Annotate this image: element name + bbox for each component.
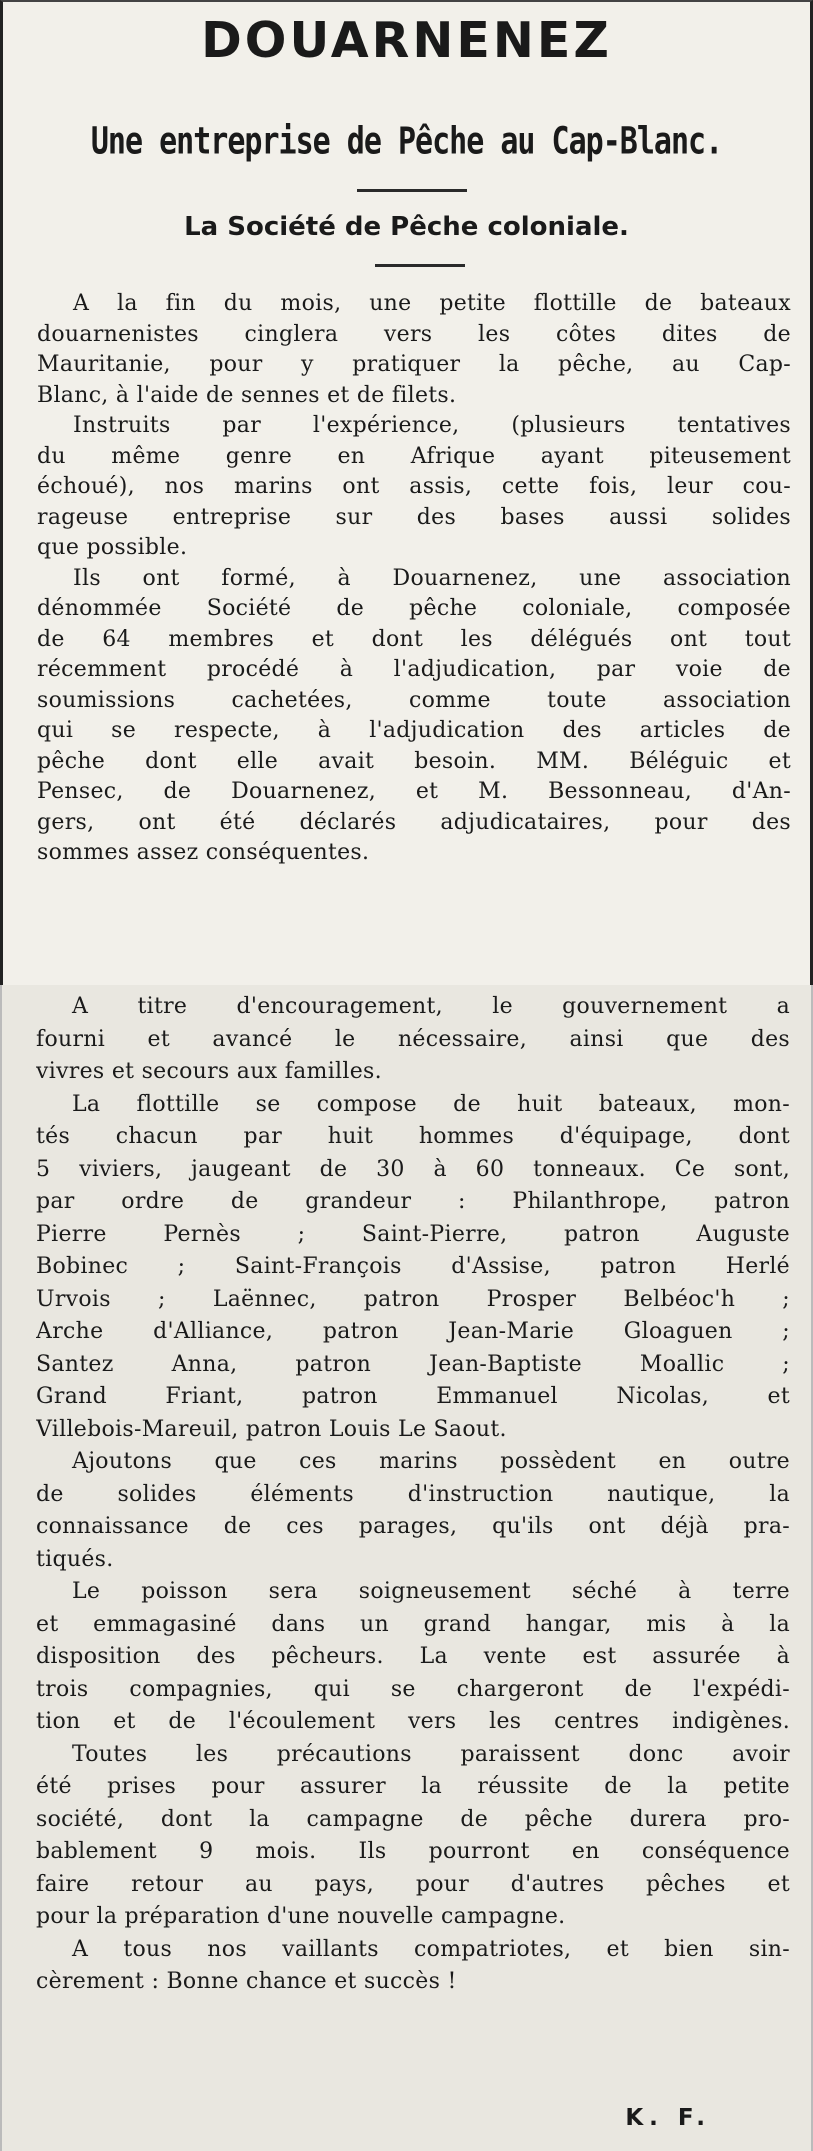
text-line: Villebois-Mareuil, patron Louis Le Saout. xyxy=(36,1416,507,1442)
text-line: bablement 9 mois. Ils pourront en conséquence xyxy=(36,1839,790,1864)
text-line: Mauritanie, pour y pratiquer la pêche, au Cap- xyxy=(37,352,791,377)
masthead-title: DOUARNENEZ xyxy=(201,12,612,69)
text-line: pour la préparation d'une nouvelle campagne. xyxy=(36,1904,566,1929)
text-line: société, dont la campagne de pêche durera pro- xyxy=(36,1806,790,1832)
text-line: A tous nos vaillants compatriotes, et bien sin- xyxy=(72,1936,790,1962)
text-line: Le poisson sera soigneusement séché à terre xyxy=(72,1579,790,1604)
text-line: cèrement : Bonne chance et succès ! xyxy=(36,1969,457,1994)
text-line: rageuse entreprise sur des bases aussi solides xyxy=(37,504,791,530)
article-headline: Une entreprise de Pêche au Cap-Blanc. xyxy=(90,119,723,164)
text-line: vivres et secours aux familles. xyxy=(36,1059,382,1084)
subheadline-divider xyxy=(375,264,465,267)
text-line: de solides éléments d'instruction nautique, la xyxy=(36,1481,790,1507)
text-line: 5 viviers, jaugeant de 30 à 60 tonneaux. Ce sont, xyxy=(36,1156,790,1182)
text-line: été prises pour assurer la réussite de la petite xyxy=(36,1774,790,1799)
text-line: fourni et avancé le nécessaire, ainsi que des xyxy=(36,1026,790,1052)
article-clipping-top xyxy=(0,0,813,985)
text-line: A titre d'encouragement, le gouvernement a xyxy=(72,994,790,1019)
text-line: tés chacun par huit hommes d'équipage, dont xyxy=(36,1124,790,1149)
text-line: récemment procédé à l'adjudication, par voie de xyxy=(37,657,791,682)
text-line: disposition des pêcheurs. La vente est assurée à xyxy=(36,1644,790,1669)
text-line: Arche d'Alliance, patron Jean-Marie Gloaguen ; xyxy=(36,1319,790,1344)
article-body-part-2 xyxy=(36,991,790,1999)
text-line: que possible. xyxy=(37,535,188,560)
text-line: La flottille se compose de huit bateaux, mon- xyxy=(72,1091,790,1117)
text-line: Bobinec ; Saint-François d'Assise, patron Herlé xyxy=(36,1254,790,1279)
text-line: Grand Friant, patron Emmanuel Nicolas, et xyxy=(36,1384,790,1409)
text-line: Pensec, de Douarnenez, et M. Bessonneau, d'An- xyxy=(37,779,791,804)
text-line: soumissions cachetées, comme toute association xyxy=(37,687,791,713)
article-clipping-bottom xyxy=(0,985,813,2151)
text-line: Santez Anna, patron Jean-Baptiste Moallic ; xyxy=(36,1351,790,1377)
text-line: faire retour au pays, pour d'autres pêches et xyxy=(36,1871,790,1897)
text-line: Blanc, à l'aide de sennes et de filets. xyxy=(37,382,457,408)
text-line: par ordre de grandeur : Philanthrope, patron xyxy=(36,1189,790,1214)
text-line: Toutes les précautions paraissent donc avoir xyxy=(72,1741,790,1767)
text-line: sommes assez conséquentes. xyxy=(37,840,370,865)
text-line: et emmagasiné dans un grand hangar, mis à la xyxy=(36,1611,790,1637)
text-line: Pierre Pernès ; Saint-Pierre, patron Auguste xyxy=(36,1221,790,1247)
article-subheadline: La Société de Pêche coloniale. xyxy=(184,212,629,242)
text-line: de 64 membres et dont les délégués ont tout xyxy=(37,626,791,652)
text-line: dénommée Société de pêche coloniale, composée xyxy=(37,596,791,621)
text-line: connaissance de ces parages, qu'ils ont déjà pra- xyxy=(36,1514,790,1539)
headline-divider xyxy=(357,189,467,192)
text-line: Urvois ; Laënnec, patron Prosper Belbéoc'h ; xyxy=(36,1286,790,1312)
text-line: Ils ont formé, à Douarnenez, une association xyxy=(73,565,791,591)
text-line: qui se respecte, à l'adjudication des articles de xyxy=(37,718,791,743)
text-line: A la fin du mois, une petite flottille de bateaux xyxy=(73,291,791,316)
author-signature: K. F. xyxy=(625,2105,711,2131)
text-line: Instruits par l'expérience, (plusieurs tentatives xyxy=(73,413,791,438)
text-line: du même genre en Afrique ayant piteusement xyxy=(37,443,791,469)
text-line: trois compagnies, qui se chargeront de l'expédi- xyxy=(36,1676,790,1702)
text-line: échoué), nos marins ont assis, cette fois, leur cou- xyxy=(37,474,791,499)
text-line: douarnenistes cinglera vers les côtes dites de xyxy=(37,321,791,347)
article-body-part-1 xyxy=(37,289,791,869)
text-line: tiqués. xyxy=(36,1546,114,1572)
text-line: Ajoutons que ces marins possèdent en outre xyxy=(72,1449,790,1474)
text-line: tion et de l'écoulement vers les centres indigènes. xyxy=(36,1709,790,1734)
text-line: pêche dont elle avait besoin. MM. Béléguic et xyxy=(37,748,791,774)
text-line: gers, ont été déclarés adjudicataires, pour des xyxy=(37,809,791,835)
